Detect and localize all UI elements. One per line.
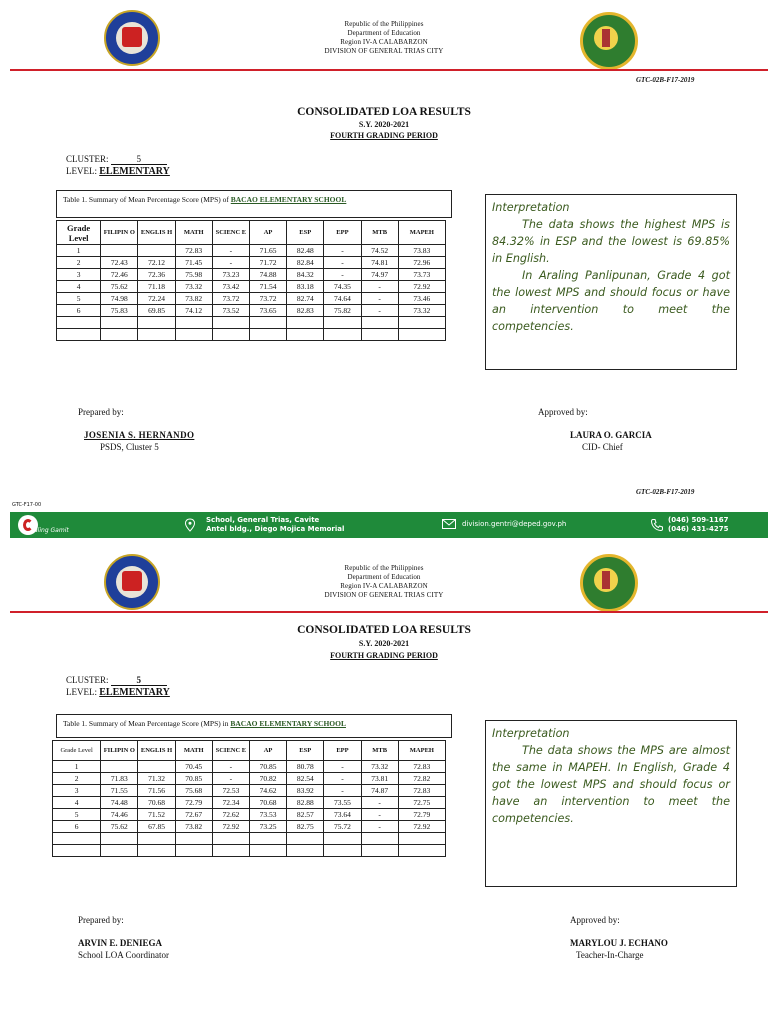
table-cell [57,329,101,341]
table-cell: 73.32 [175,281,212,293]
footer-phone: (046) 509-1167 [668,516,729,524]
table-cell: 73.81 [361,773,398,785]
table-cell: 74.81 [361,257,398,269]
table-row [53,773,446,785]
table-cell: 75.62 [101,281,138,293]
prepared-by-name: JOSENIA S. HERNANDO [84,430,195,440]
table-cell: 71.83 [101,773,138,785]
table-header-row [53,741,446,761]
header-line: Department of Education [347,29,421,37]
table-cell: 75.83 [101,305,138,317]
table-cell: 71.65 [249,245,286,257]
table-row [57,329,446,341]
grading-period: FOURTH GRADING PERIOD [330,131,438,140]
table-cell: 69.85 [138,305,175,317]
table-cell: 71.54 [249,281,286,293]
table-cell: 72.83 [175,245,212,257]
table-cell: 73.32 [361,761,398,773]
table-cell: 71.45 [175,257,212,269]
table-cell: 75.98 [175,269,212,281]
table-cell: - [361,809,398,821]
table-cell [212,329,249,341]
table-cell: 83.18 [287,281,324,293]
table-cell: 73.82 [175,821,212,833]
table-cell: 4 [53,797,101,809]
table-cell: 70.85 [249,761,286,773]
phone-icon [650,518,664,532]
interpretation-box [485,720,737,887]
table-cell: 82.54 [287,773,324,785]
prepared-by-label: Prepared by: [78,407,124,417]
table-cell [361,845,398,857]
table-cell: 73.42 [212,281,249,293]
table-cell [212,317,249,329]
prepared-by-name: ARVIN E. DENIEGA [78,938,162,948]
table-cell [101,329,138,341]
table-cell: 73.73 [398,269,445,281]
table-cell: 72.79 [175,797,212,809]
table-cell: 75.68 [175,785,212,797]
table-cell: - [212,773,249,785]
table-cell [175,329,212,341]
deped-seal-icon [104,554,160,610]
table-cell [361,833,398,845]
table-cell [138,245,175,257]
table-cell: 82.88 [287,797,324,809]
table-row [53,833,446,845]
table-cell [249,845,286,857]
header-line: DIVISION OF GENERAL TRIAS CITY [324,47,444,55]
caption-school: BACAO ELEMENTARY SCHOOL [230,195,347,204]
approved-by-name: LAURA O. GARCIA [570,430,652,440]
location-pin-icon [184,518,196,530]
table-cell: 74.35 [324,281,361,293]
table-cell: 70.82 [249,773,286,785]
column-header: MAPEH [398,741,445,761]
table-cell: - [324,785,361,797]
table-cell: 75.62 [101,821,138,833]
report-title: CONSOLIDATED LOA RESULTS [297,106,471,118]
caption-text: Table 1. Summary of Mean Percentage Score (MPS) in [63,719,229,728]
table-row [57,245,446,257]
table-cell: 73.25 [249,821,286,833]
table-cell [53,845,101,857]
mps-table [56,220,446,341]
table-cell: - [361,293,398,305]
table-cell [249,329,286,341]
table-cell [361,317,398,329]
table-cell: - [212,245,249,257]
header-line: DIVISION OF GENERAL TRIAS CITY [324,591,444,599]
table-cell: 72.82 [398,773,445,785]
table-cell: 73.52 [212,305,249,317]
table-cell: 6 [57,305,101,317]
table-cell: 72.46 [101,269,138,281]
agency-header [234,20,534,56]
level-field [66,687,170,698]
table-cell: 74.88 [249,269,286,281]
table-row [57,305,446,317]
footer-bar [10,512,768,538]
table-cell: 82.57 [287,809,324,821]
approved-by-label: Approved by: [538,407,588,417]
footer-email: division.gentri@deped.gov.ph [462,520,567,528]
table-cell: 4 [57,281,101,293]
table-row [57,293,446,305]
deped-seal-icon [104,10,160,66]
table-cell: 73.72 [249,293,286,305]
level-field [66,166,170,177]
table-cell [138,317,175,329]
footer-tagline: aling Gamit [34,527,69,534]
table-row [53,845,446,857]
table-cell [101,245,138,257]
table-cell: 1 [53,761,101,773]
table-cell: 83.92 [287,785,324,797]
interpretation-text: The data shows the MPS are almost the same in MAPEH. In English, Grade 4 got the lowest MPS and should focus or have an intervention to meet the competencies. [492,744,730,825]
table-cell: 72.92 [212,821,249,833]
table-cell [324,845,361,857]
table-cell [287,317,324,329]
table-cell: 72.83 [398,785,445,797]
cluster-field [66,675,167,686]
interpretation-box [485,194,737,370]
column-header: ESP [287,221,324,245]
level-value: ELEMENTARY [99,687,170,698]
table-cell: 74.97 [361,269,398,281]
table-row [53,821,446,833]
table-cell: 72.43 [101,257,138,269]
table-cell: 74.12 [175,305,212,317]
report-title: CONSOLIDATED LOA RESULTS [297,624,471,636]
table-cell: 73.32 [398,305,445,317]
header-divider [10,611,768,613]
column-header: FILIPIN O [101,221,138,245]
table-cell: 72.79 [398,809,445,821]
table-cell: 2 [53,773,101,785]
table-cell: - [212,761,249,773]
table-cell [101,833,138,845]
column-header: FILIPIN O [101,741,138,761]
table-cell: 75.72 [324,821,361,833]
table-cell: 5 [57,293,101,305]
table-cell [398,845,445,857]
table-cell [57,317,101,329]
column-header: AP [249,221,286,245]
table-cell: 73.46 [398,293,445,305]
approved-by-title: Teacher-In-Charge [576,950,644,960]
table-cell: 82.83 [287,305,324,317]
document-code: GTC-02B-F17-2019 [636,76,695,84]
interpretation-label: Interpretation [492,201,570,214]
table-cell: 70.68 [249,797,286,809]
table-cell: - [361,821,398,833]
table-cell: 82.48 [287,245,324,257]
level-value: ELEMENTARY [99,166,170,177]
interpretation-text: The data shows the highest MPS is 84.32% in ESP and the lowest is 69.85% in English. [492,218,730,265]
table-cell: 73.82 [175,293,212,305]
table-cell: 6 [53,821,101,833]
prepared-by-label: Prepared by: [78,915,124,925]
table-cell: 80.78 [287,761,324,773]
header-line: Republic of the Philippines [344,564,424,572]
table-cell [101,317,138,329]
table-cell: 72.12 [138,257,175,269]
column-header-grade-level: Grade Level [53,741,101,761]
footer-address-line: School, General Trias, Cavite [206,516,320,524]
table-cell: 71.56 [138,785,175,797]
table-row [57,257,446,269]
document-code: GTC-02B-F17-2019 [636,488,695,496]
interpretation-text: In Araling Panlipunan, Grade 4 got the lowest MPS and should focus or have an intervention to meet the competencies. [492,269,730,333]
table-cell: 74.46 [101,809,138,821]
table-cell [138,833,175,845]
table-cell: 73.55 [324,797,361,809]
table-cell: 74.48 [101,797,138,809]
header-line: Region IV-A CALABARZON [340,582,428,590]
table-row [53,797,446,809]
column-header: SCIENC E [212,221,249,245]
table-cell [175,833,212,845]
table-cell: - [212,257,249,269]
table-cell: 70.45 [175,761,212,773]
table-cell: 72.75 [398,797,445,809]
table-cell [249,317,286,329]
table-cell: - [361,797,398,809]
column-header: ESP [287,741,324,761]
table-cell: 72.36 [138,269,175,281]
table-cell: 82.75 [287,821,324,833]
table-cell [101,845,138,857]
table-caption [56,714,452,738]
table-cell: 72.53 [212,785,249,797]
table-cell: 74.64 [324,293,361,305]
table-caption [56,190,452,218]
column-header: ENGLIS H [138,221,175,245]
column-header: MATH [175,741,212,761]
table-cell: 73.53 [249,809,286,821]
table-cell: 74.87 [361,785,398,797]
column-header-grade-level: Grade Level [57,221,101,245]
footer-small-code: GTC-F17-00 [12,502,42,508]
table-cell [324,329,361,341]
school-year: S.Y. 2020-2021 [358,120,410,129]
table-row [53,809,446,821]
table-cell: 71.52 [138,809,175,821]
city-seal-icon [580,12,638,70]
table-cell: 70.68 [138,797,175,809]
table-cell: 3 [57,269,101,281]
cluster-value: 5 [111,675,167,686]
table-cell [361,329,398,341]
table-cell [324,317,361,329]
table-row [57,281,446,293]
table-cell [249,833,286,845]
table-cell: - [324,773,361,785]
column-header: MTB [361,221,398,245]
table-cell: 72.96 [398,257,445,269]
table-cell: - [324,257,361,269]
header-line: Region IV-A CALABARZON [340,38,428,46]
table-cell [212,833,249,845]
approved-by-name: MARYLOU J. ECHANO [570,938,668,948]
table-cell [287,833,324,845]
approved-by-title: CID- Chief [582,442,623,452]
approved-by-label: Approved by: [570,915,620,925]
header-line: Republic of the Philippines [344,20,424,28]
table-cell: 74.62 [249,785,286,797]
column-header: EPP [324,741,361,761]
table-cell [175,845,212,857]
agency-header [234,564,534,600]
table-row [53,785,446,797]
table-cell: - [324,269,361,281]
table-cell [53,833,101,845]
column-header: MATH [175,221,212,245]
table-header-row [57,221,446,245]
table-cell: 72.24 [138,293,175,305]
prepared-by-title: School LOA Coordinator [78,950,169,960]
table-cell: - [324,245,361,257]
footer-phone: (046) 431-4275 [668,525,729,533]
table-cell: - [361,305,398,317]
column-header: MTB [361,741,398,761]
table-cell: 73.72 [212,293,249,305]
table-cell: 3 [53,785,101,797]
table-cell [175,317,212,329]
mail-icon [442,519,456,529]
table-cell: 71.32 [138,773,175,785]
table-cell [398,317,445,329]
table-cell: 72.67 [175,809,212,821]
table-cell: 71.18 [138,281,175,293]
table-cell [101,761,138,773]
table-cell: 2 [57,257,101,269]
table-cell: 5 [53,809,101,821]
table-cell: 74.98 [101,293,138,305]
prepared-by-title: PSDS, Cluster 5 [100,442,159,452]
table-cell [287,329,324,341]
cluster-label: CLUSTER: [66,675,109,685]
table-cell: 72.83 [398,761,445,773]
table-cell: 67.85 [138,821,175,833]
caption-school: BACAO ELEMENTARY SCHOOL [230,719,346,728]
table-cell: 72.92 [398,281,445,293]
column-header: ENGLIS H [138,741,175,761]
table-cell [398,329,445,341]
table-cell [398,833,445,845]
column-header: EPP [324,221,361,245]
table-cell: 73.23 [212,269,249,281]
footer-address-line: Antel bldg., Diego Mojica Memorial [206,525,345,533]
header-divider [10,69,768,71]
table-cell: 82.74 [287,293,324,305]
table-cell: 75.82 [324,305,361,317]
column-header: SCIENC E [212,741,249,761]
table-cell: - [324,761,361,773]
table-cell [138,329,175,341]
level-label: LEVEL: [66,166,97,176]
city-seal-icon [580,554,638,612]
cluster-field [66,154,167,165]
table-cell: 71.55 [101,785,138,797]
table-cell: 72.92 [398,821,445,833]
table-cell: 70.85 [175,773,212,785]
table-cell: 72.62 [212,809,249,821]
table-cell: 74.52 [361,245,398,257]
table-cell: 73.64 [324,809,361,821]
table-cell [138,761,175,773]
table-cell: 84.32 [287,269,324,281]
table-cell: - [361,281,398,293]
table-cell [212,845,249,857]
column-header: AP [249,741,286,761]
table-cell [138,845,175,857]
level-label: LEVEL: [66,687,97,697]
table-cell: 72.34 [212,797,249,809]
table-cell: 73.83 [398,245,445,257]
header-line: Department of Education [347,573,421,581]
table-cell: 82.84 [287,257,324,269]
cluster-value: 5 [111,154,167,165]
table-cell: 73.65 [249,305,286,317]
table-row [57,269,446,281]
caption-text: Table 1. Summary of Mean Percentage Score (MPS) of [63,195,229,204]
table-cell: 1 [57,245,101,257]
interpretation-label: Interpretation [492,727,570,740]
school-year: S.Y. 2020-2021 [358,639,410,648]
column-header: MAPEH [398,221,445,245]
table-cell [324,833,361,845]
table-row [53,761,446,773]
table-cell: 71.72 [249,257,286,269]
table-row [57,317,446,329]
cluster-label: CLUSTER: [66,154,109,164]
grading-period: FOURTH GRADING PERIOD [330,651,438,660]
table-cell [287,845,324,857]
mps-table [52,740,446,857]
